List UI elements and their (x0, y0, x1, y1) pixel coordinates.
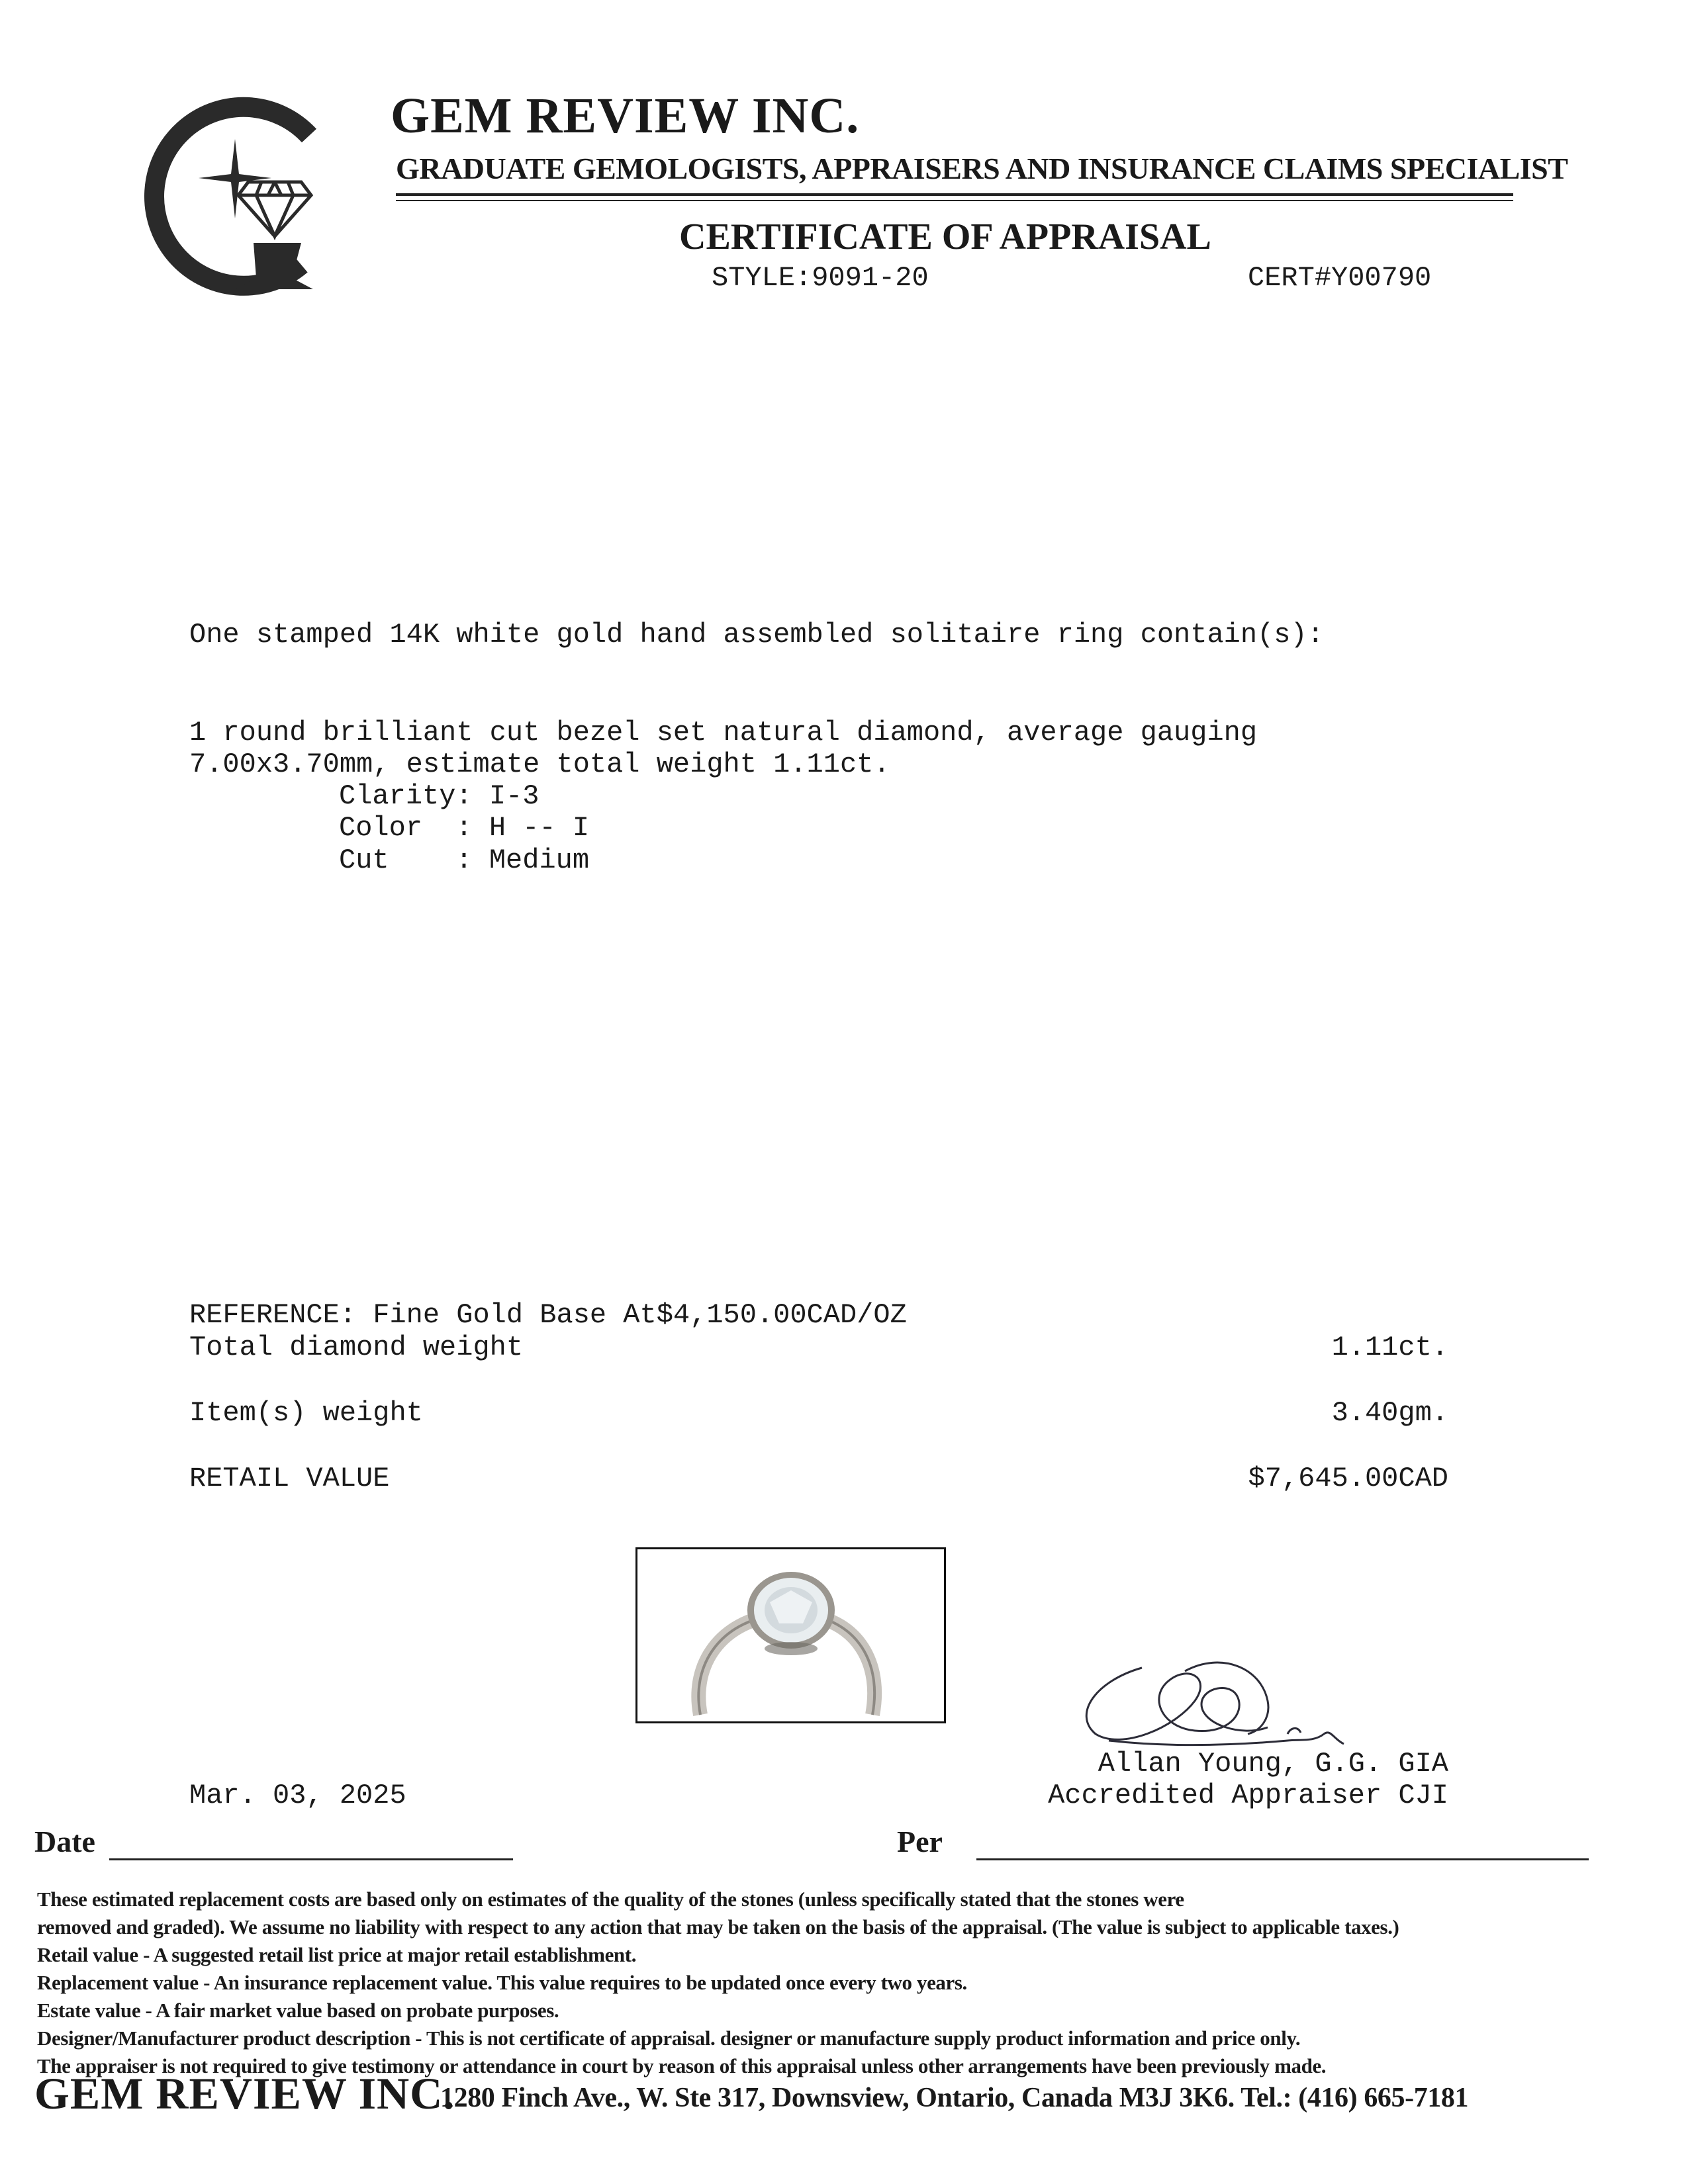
appraiser-name: Allan Young, G.G. GIA (1098, 1748, 1448, 1780)
color-grade: Color : H -- I (339, 812, 590, 844)
appraisal-date: Mar. 03, 2025 (189, 1780, 406, 1811)
signature-icon (1069, 1641, 1360, 1760)
gem-review-logo-icon (136, 96, 334, 301)
date-label: Date (34, 1825, 95, 1858)
item-description: One stamped 14K white gold hand assembled solitaire ring contain(s): (189, 619, 1324, 651)
item-weight-label: Item(s) weight (189, 1397, 423, 1429)
retail-value-label: RETAIL VALUE (189, 1463, 390, 1494)
cut-grade: Cut : Medium (339, 844, 590, 876)
reference-line: REFERENCE: Fine Gold Base At$4,150.00CAD/OZ (189, 1299, 907, 1331)
per-underline (976, 1858, 1589, 1860)
company-subtitle: GRADUATE GEMOLOGISTS, APPRAISERS AND INSURANCE CLAIMS SPECIALIST (396, 152, 1568, 185)
disclaimer-line: Designer/Manufacturer product description - This is not certificate of appraisal. designer or manufacture supply product information and price only. (37, 2026, 1301, 2050)
disclaimer-line: The appraiser is not required to give testimony or attendance in court by reason of this appraisal unless other arrangements have been previously made. (37, 2054, 1327, 2077)
disclaimer-line: Estate value - A fair market value based on probate purposes. (37, 1999, 559, 2022)
header-rule-bottom (396, 200, 1513, 201)
disclaimer-line: removed and graded). We assume no liability with respect to any action that may be taken on the basis of the appraisal. (The value is subject to applicable taxes.) (37, 1915, 1399, 1938)
disclaimer-line: Replacement value - An insurance replacement value. This value requires to be updated once every two years. (37, 1971, 967, 1994)
stone-description-line1: 1 round brilliant cut bezel set natural diamond, average gauging (189, 717, 1258, 749)
footer-address: 1280 Finch Ave., W. Ste 317, Downsview, Ontario, Canada M3J 3K6. Tel.: (416) 665-7181 (440, 2083, 1469, 2113)
certificate-title: CERTIFICATE OF APPRAISAL (679, 216, 1211, 257)
retail-value-amount: $7,645.00CAD (1248, 1463, 1448, 1494)
date-underline (109, 1858, 513, 1860)
ring-photo (635, 1547, 946, 1723)
certificate-number: CERT#Y00790 (1248, 262, 1432, 294)
disclaimer-line: These estimated replacement costs are based only on estimates of the quality of the stones (unless specifically stated that the stones were (37, 1888, 1184, 1911)
company-name: GEM REVIEW INC. (391, 88, 860, 144)
style-number: STYLE:9091-20 (712, 262, 929, 294)
diamond-weight-label: Total diamond weight (189, 1332, 524, 1363)
stone-description-line2: 7.00x3.70mm, estimate total weight 1.11ct. (189, 749, 890, 780)
per-label: Per (897, 1825, 943, 1858)
item-weight-value: 3.40gm. (1331, 1397, 1448, 1429)
diamond-weight-value: 1.11ct. (1331, 1332, 1448, 1363)
disclaimer-line: Retail value - A suggested retail list price at major retail establishment. (37, 1943, 637, 1966)
appraiser-accreditation: Accredited Appraiser CJI (1048, 1780, 1448, 1811)
clarity-grade: Clarity: I-3 (339, 780, 539, 812)
footer-company-name: GEM REVIEW INC. (34, 2068, 455, 2118)
header-rule-top (396, 193, 1513, 196)
